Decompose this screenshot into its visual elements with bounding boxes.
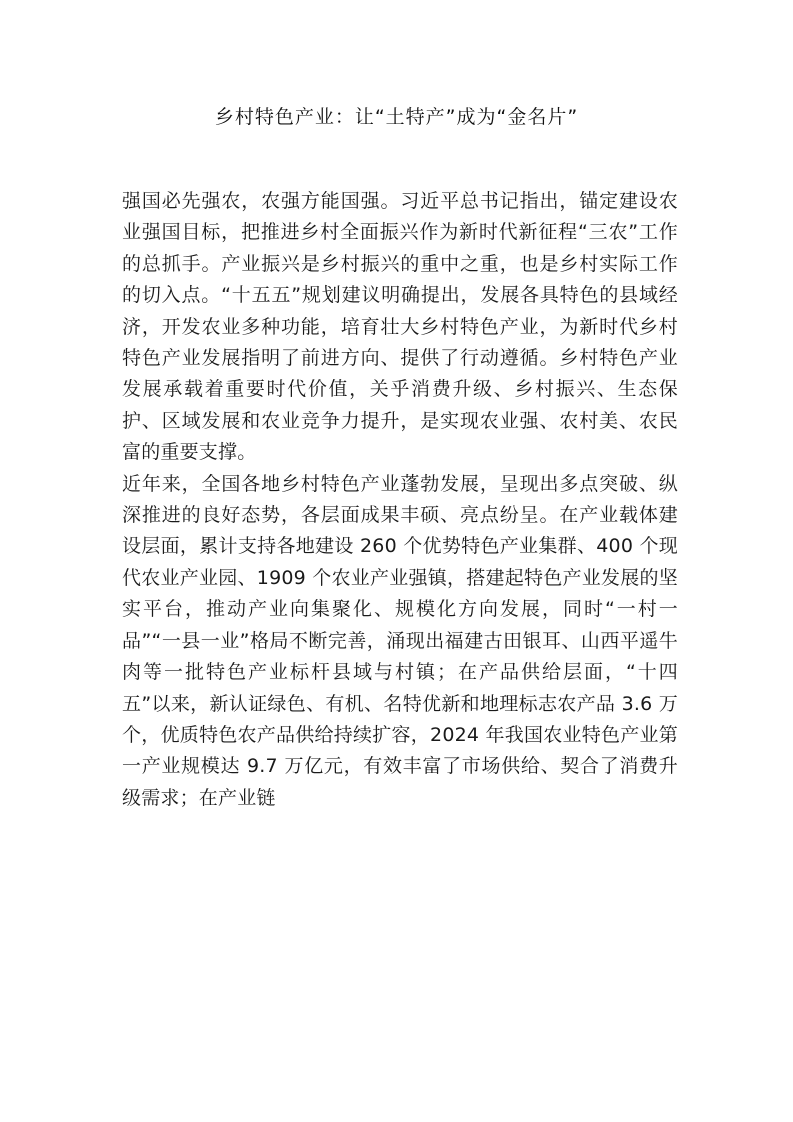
paragraph-intro: 强国必先强农，农强方能国强。习近平总书记指出，锚定建设农业强国目标，把推进乡村全面振兴作为新时代新征程“三农”工作的总抓手。产业振兴是乡村振兴的重中之重，也是乡村实际工作的切入点。“十五五”规划建议明确提出，发展各具特色的县域经济，开发农业多种功能，培育壮大乡村特色产业，为新时代乡村特色产业发展指明了前进方向、提供了行动遵循。乡村特色产业发展承载着重要时代价值，关乎消费升级、乡村振兴、生态保护、区域发展和农业竞争力提升，是实现农业强、农村美、农民富的重要支撑。 [122,190,678,464]
paragraph-progress: 近年来，全国各地乡村特色产业蓬勃发展，呈现出多点突破、纵深推进的良好态势，各层面成果丰硕、亮点纷呈。在产业载体建设层面，累计支持各地建设 260 个优势特色产业集群、400 个现代农业产业园、1909 个农业产业强镇，搭建起特色产业发展的坚实平台，推动产业向集聚化、规模化方向发展，同时“一村一品”“一县一业”格局不断完善，涌现出福建古田银耳、山西平遥牛肉等一批特色产业标杆县域与村镇；在产品供给层面，“十四五”以来，新认证绿色、有机、名特优新和地理标志农产品 3.6 万个，优质特色农产品供给持续扩容，2024 年我国农业特色产业第一产业规模达 9.7 万亿元，有效丰富了市场供给、契合了消费升级需求；在产业链 [122,472,678,809]
document-title: 乡村特色产业：让“土特产”成为“金名片” [214,106,579,128]
document-body [122,186,678,814]
